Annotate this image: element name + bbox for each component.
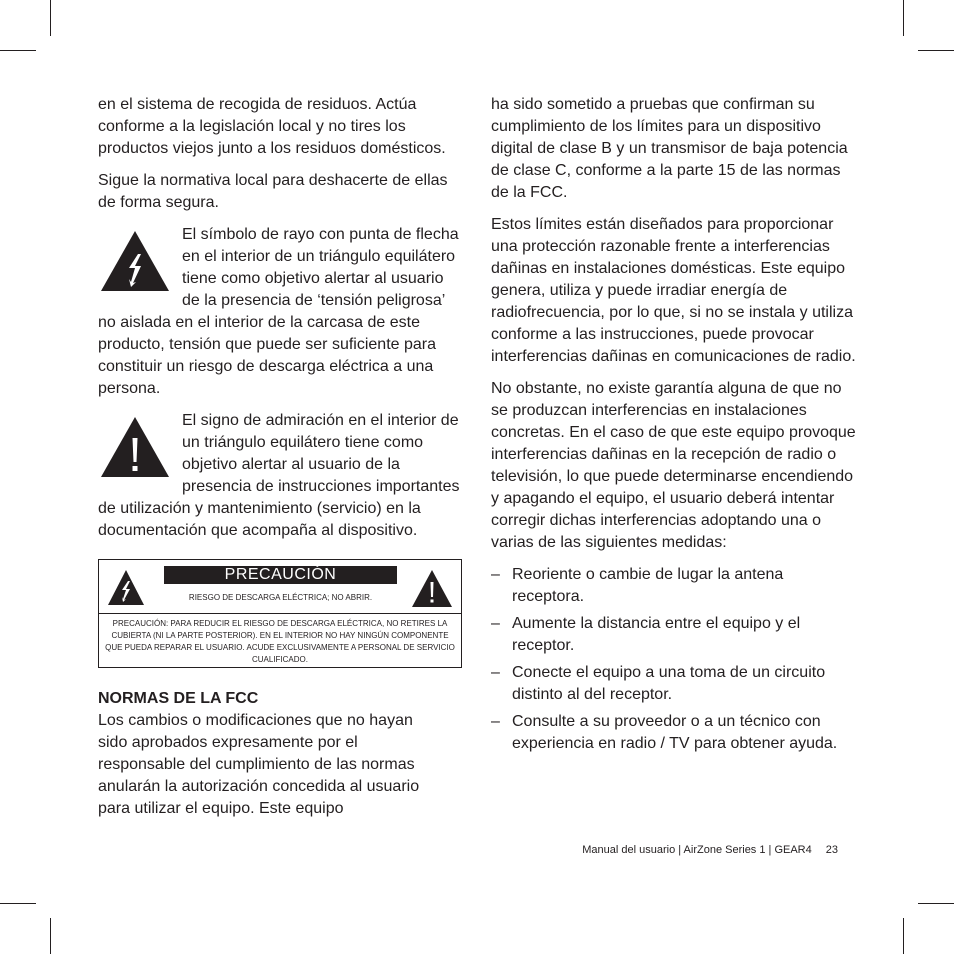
list-item: – Aumente la distancia entre el equipo y el receptor. — [491, 613, 856, 657]
measures-list — [491, 564, 856, 755]
exclamation-warning-triangle-icon — [411, 569, 453, 608]
crop-mark — [903, 918, 904, 954]
lightning-warning-block — [98, 224, 464, 400]
crop-mark — [918, 903, 954, 904]
lightning-warning-triangle-icon — [107, 569, 145, 606]
crop-mark — [50, 0, 51, 36]
crop-mark — [0, 903, 36, 904]
page-footer — [582, 843, 838, 857]
fcc-section — [98, 688, 438, 820]
caution-header — [99, 560, 461, 614]
fcc-paragraph: Los cambios o modificaciones que no hayan sido aprobados expresamente por el responsable del cumplimiento de las normas anularán la autorización concedida al usuario para utilizar el equipo. Este equipo — [98, 712, 420, 817]
disposal-paragraph-2: Sigue la normativa local para deshacerte de ellas de forma segura. — [98, 172, 448, 211]
crop-mark — [0, 50, 36, 51]
footer-text: Manual del usuario | AirZone Series 1 | GEAR4 — [582, 844, 812, 856]
crop-mark — [903, 0, 904, 36]
fcc-limits-paragraph: Estos límites están diseñados para proporcionar una protección razonable frente a interferencias dañinas en instalaciones domésticas. Este equipo genera, utiliza y puede irradiar energía de radiofrecuencia, por lo que, si no se instala y utiliza conforme a las instrucciones, puede provocar interferencias dañinas en comunicaciones de radio. — [491, 216, 856, 365]
caution-body-text: PRECAUCIÓN: PARA REDUCIR EL RIESGO DE DESCARGA ELÉCTRICA, NO RETIRES LA CUBIERTA (NI LA PARTE POSTERIOR). EN EL INTERIOR NO HAY NINGÚN COMPONENTE QUE PUEDA REPARAR EL USUARIO. ACUDE EXCLUSIVAMENTE A PERSONAL DE SERVICIO CUALIFICADO. — [105, 619, 455, 664]
fcc-interference-paragraph: No obstante, no existe garantía alguna de que no se produzcan interferencias en instalaciones concretas. En el caso de que este equipo provoque interferencias dañinas en la recepción de radio o televisión, lo que puede determinarse encendiendo y apagando el equipo, el usuario deberá intentar corregir dichas interferencias adoptando una o varias de las siguientes medidas: — [491, 380, 856, 551]
left-column — [98, 94, 464, 552]
fcc-heading: NORMAS DE LA FCC — [98, 690, 259, 707]
list-item: – Reoriente o cambie de lugar la antena receptora. — [491, 564, 856, 608]
list-item: – Conecte el equipo a una toma de un circuito distinto al del receptor. — [491, 662, 856, 706]
disposal-paragraph: en el sistema de recogida de residuos. Actúa conforme a la legislación local y no tires los productos viejos junto a los residuos domésticos. — [98, 96, 446, 157]
exclamation-warning-text: El signo de admiración en el interior de un triángulo equilátero tiene como objetivo alertar al usuario de la presencia de instrucciones importantes de utilización y mantenimiento (servicio) en la documentación que acompaña al dispositivo. — [98, 412, 460, 539]
crop-mark — [50, 918, 51, 954]
list-item: – Consulte a su proveedor o a un técnico con experiencia en radio / TV para obtener ayuda. — [491, 711, 856, 755]
right-column — [491, 94, 856, 760]
fcc-compliance-paragraph: ha sido sometido a pruebas que confirman su cumplimiento de los límites para un dispositivo digital de clase B y un transmisor de baja potencia de clase C, conforme a la parte 15 de las normas de la FCC. — [491, 96, 848, 201]
lightning-warning-text: El símbolo de rayo con punta de flecha en el interior de un triángulo equilátero tiene como objetivo alertar al usuario de la presencia de ‘tensión peligrosa’ no aislada en el interior de la carcasa de este producto, tensión que puede ser suficiente para constituir un riesgo de descarga eléctrica a una persona. — [98, 226, 459, 397]
caution-title: PRECAUCIÓN — [164, 566, 397, 584]
caution-label-box — [98, 559, 462, 668]
lightning-warning-triangle-icon — [100, 230, 170, 292]
page-number: 23 — [825, 844, 838, 856]
exclamation-warning-triangle-icon — [100, 416, 170, 478]
crop-mark — [918, 50, 954, 51]
caution-subtitle: RIESGO DE DESCARGA ELÉCTRICA; NO ABRIR. — [188, 593, 373, 602]
exclamation-warning-block — [98, 410, 464, 542]
